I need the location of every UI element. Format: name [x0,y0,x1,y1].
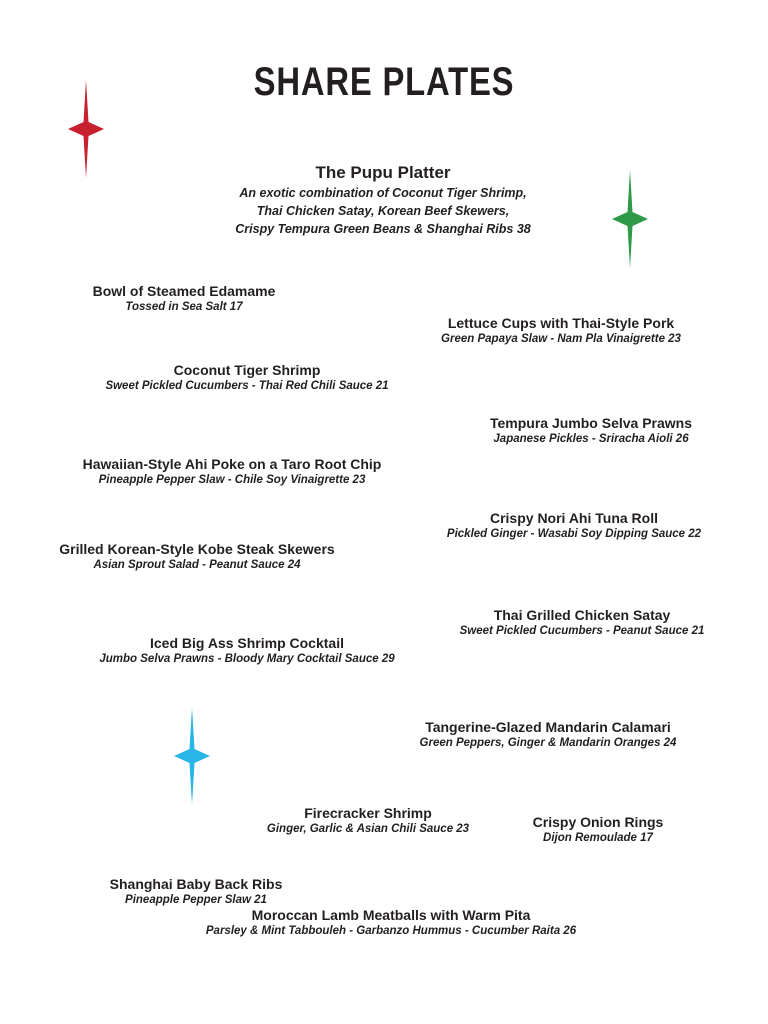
page-title: SHARE PLATES [253,60,515,104]
menu-item [348,719,748,751]
menu-item [191,907,591,939]
item-name: Coconut Tiger Shrimp [173,362,321,378]
item-name: Thai Grilled Chicken Satay [493,607,671,623]
item-desc: Tossed in Sea Salt 17 [125,301,243,313]
item-desc-line: Thai Chicken Satay, Korean Beef Skewers, [256,204,510,218]
item-desc: Pineapple Pepper Slaw - Chile Soy Vinaigrette 23 [98,474,366,486]
item-desc: Green Papaya Slaw - Nam Pla Vinaigrette 23 [441,333,681,345]
menu-item [391,415,768,447]
item-name: Grilled Korean-Style Kobe Steak Skewers [59,541,335,557]
menu-item [32,456,432,488]
item-name: Lettuce Cups with Thai-Style Pork [447,315,675,331]
item-desc: Japanese Pickles - Sriracha Aioli 26 [493,433,689,445]
item-desc: Green Peppers, Ginger & Mandarin Oranges 24 [419,737,677,749]
menu-item [0,541,397,573]
item-name: Hawaiian-Style Ahi Poke on a Taro Root Chip [82,456,382,472]
item-desc: Parsley & Mint Tabbouleh - Garbanzo Hummus - Cucumber Raita 26 [205,925,577,937]
item-desc-line: Crispy Tempura Green Beans & Shanghai Ribs 38 [235,222,531,236]
item-desc: Sweet Pickled Cucumbers - Peanut Sauce 21 [459,625,705,637]
menu-item [0,876,396,908]
item-name: Crispy Nori Ahi Tuna Roll [489,510,658,526]
item-name: Crispy Onion Rings [532,814,664,830]
menu-item [47,635,447,667]
item-desc: Asian Sprout Salad - Peanut Sauce 24 [93,559,301,571]
item-name: Firecracker Shrimp [304,805,432,821]
item-desc: Ginger, Garlic & Asian Chili Sauce 23 [266,823,470,835]
item-desc: Sweet Pickled Cucumbers - Thai Red Chili Sauce 21 [105,380,389,392]
item-name: Bowl of Steamed Edamame [92,283,276,299]
red-star-icon [68,80,104,178]
menu-item [47,362,447,394]
blue-star-icon [174,707,210,805]
item-name: Tempura Jumbo Selva Prawns [489,415,693,431]
featured-item [183,162,583,238]
green-star-icon [612,170,648,268]
menu-item [398,814,768,846]
item-desc: Jumbo Selva Prawns - Bloody Mary Cocktail Sauce 29 [99,653,395,665]
item-name: The Pupu Platter [315,163,451,182]
menu-item [361,315,761,347]
menu-item [374,510,768,542]
item-desc: Pickled Ginger - Wasabi Soy Dipping Sauce 22 [446,528,702,540]
item-desc: Pineapple Pepper Slaw 21 [125,894,267,906]
item-desc-line: An exotic combination of Coconut Tiger Shrimp, [239,186,527,200]
item-name: Tangerine-Glazed Mandarin Calamari [425,719,671,735]
item-name: Moroccan Lamb Meatballs with Warm Pita [251,907,531,923]
item-desc: Dijon Remoulade 17 [543,832,653,844]
menu-item [0,283,384,315]
item-name: Shanghai Baby Back Ribs [109,876,283,892]
item-name: Iced Big Ass Shrimp Cocktail [150,635,344,651]
